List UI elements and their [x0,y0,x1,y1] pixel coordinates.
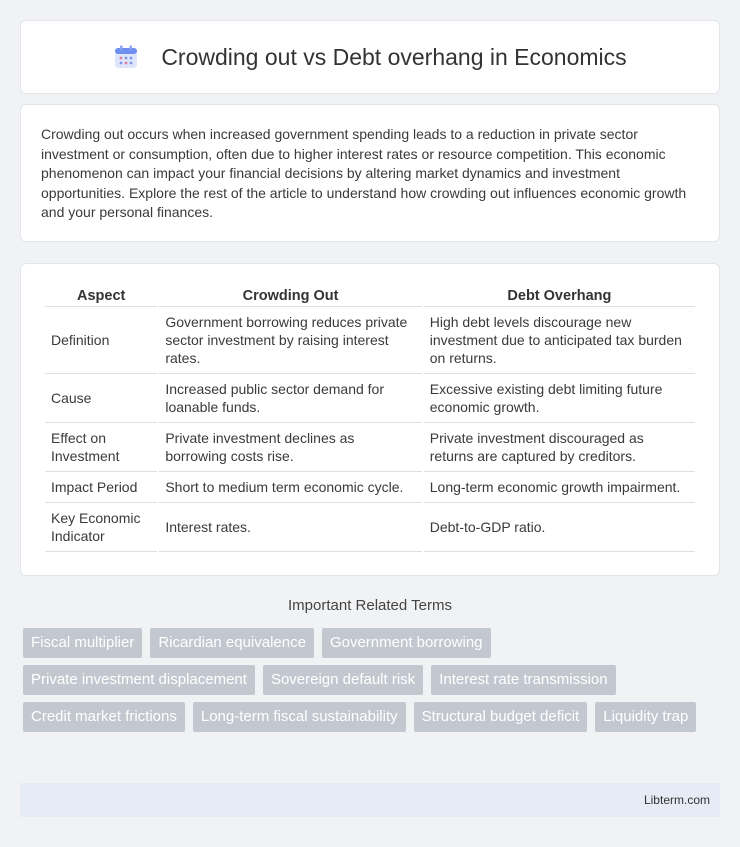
related-term-tag[interactable]: Interest rate transmission [431,665,615,695]
column-header: Aspect [45,284,157,307]
related-terms-title: Important Related Terms [288,597,452,614]
related-term-tag[interactable]: Government borrowing [322,628,491,658]
table-cell: Excessive existing debt limiting future economic growth. [424,374,695,423]
related-term-tag[interactable]: Fiscal multiplier [23,628,142,658]
table-cell: Private investment discouraged as returns are captured by creditors. [424,423,695,472]
table-row [45,374,695,423]
table-row [45,307,695,374]
table-cell: Private investment declines as borrowing costs rise. [159,423,421,472]
table-row [45,503,695,552]
table-cell: Interest rates. [159,503,421,552]
related-term-tag[interactable]: Long-term fiscal sustainability [193,702,406,732]
related-term-tag[interactable]: Private investment displacement [23,665,255,695]
table-cell: Definition [45,307,157,374]
table-cell: Short to medium term economic cycle. [159,472,421,503]
related-term-tag[interactable]: Sovereign default risk [263,665,423,695]
table-row [45,472,695,503]
related-term-tag[interactable]: Credit market frictions [23,702,185,732]
table-cell: Debt-to-GDP ratio. [424,503,695,552]
page-title: Crowding out vs Debt overhang in Economics [161,43,627,70]
table-cell: Increased public sector demand for loanable funds. [159,374,421,423]
column-header: Debt Overhang [424,284,695,307]
related-terms-list [23,628,723,739]
related-term-tag[interactable]: Structural budget deficit [414,702,588,732]
related-term-tag[interactable]: Liquidity trap [595,702,696,732]
table-cell: Long-term economic growth impairment. [424,472,695,503]
table-cell: Effect on Investment [45,423,157,472]
comparison-table-card [20,263,720,576]
calendar-icon [113,44,139,70]
table-header-row [45,284,695,307]
footer-site-link[interactable]: Libterm.com [643,793,710,807]
header-card [20,20,720,94]
column-header: Crowding Out [159,284,421,307]
intro-card [20,104,720,242]
table-cell: Cause [45,374,157,423]
intro-text: Crowding out occurs when increased government spending leads to a reduction in private sector investment or consumption, often due to higher interest rates or resource competition. This economic phenomenon can impact your financial decisions by altering market dynamics and investment opportunities. Explore the rest of the article to understand how crowding out influences economic growth and your personal finances. [41,126,687,220]
table-cell: High debt levels discourage new investment due to anticipated tax burden on returns. [424,307,695,374]
table-cell: Government borrowing reduces private sector investment by raising interest rates. [159,307,421,374]
table-cell: Key Economic Indicator [45,503,157,552]
footer [20,783,720,817]
related-term-tag[interactable]: Ricardian equivalence [150,628,314,658]
table-cell: Impact Period [45,472,157,503]
comparison-table [43,284,697,552]
table-row [45,423,695,472]
